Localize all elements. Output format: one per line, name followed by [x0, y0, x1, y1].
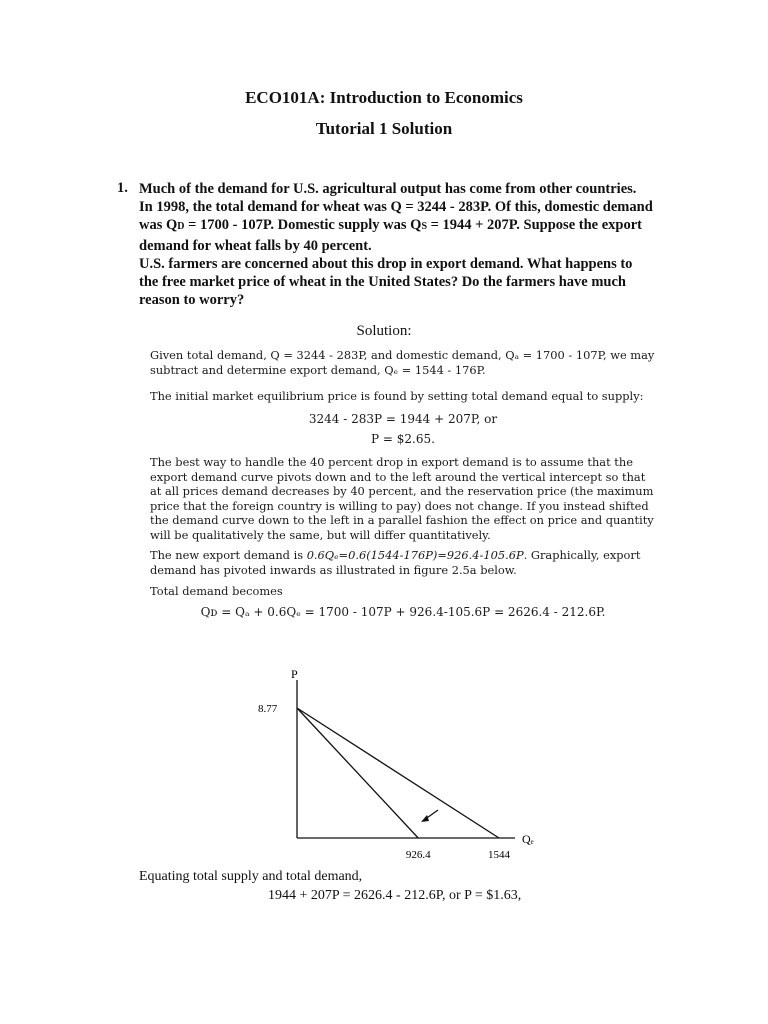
conclusion-line-1: Equating total supply and total demand,	[139, 869, 363, 884]
y-tick-label: 8.77	[258, 703, 278, 715]
conclusion-line-2: 1944 + 207P = 2626.4 - 212.6P, or P = $1.63,	[268, 888, 522, 903]
question-line: the free market price of wheat in the United States? Do the farmers have much	[139, 274, 626, 291]
question-line: demand for wheat falls by 40 percent.	[139, 237, 372, 254]
question-line: U.S. farmers are concerned about this drop in export demand. What happens to	[139, 255, 633, 272]
equation-equilibrium: 3244 - 283P = 1944 + 207P, or	[308, 412, 498, 426]
page-subtitle: Tutorial 1 Solution	[315, 119, 453, 138]
pivot-arrow	[421, 810, 438, 822]
new-export-demand-line	[297, 708, 418, 838]
solution-paragraph-3: The best way to handle the 40 percent drop in export demand is to assume that the export demand curve pivots down and to the left around the vertical intercept so that at all prices demand decreases by 40 percent, and the reservation price (the maximum price that the foreign country is willing to pay) does not change. If you instead shifted the demand curve down to the left in a parallel fashion the effect on price and quantity will be qualitatively the same, but will differ quantitatively.	[150, 455, 654, 542]
equation-total-demand: Qᴅ = Qₐ + 0.6Qₑ = 1700 - 107P + 926.4-105.6P = 2626.4 - 212.6P.	[200, 605, 606, 619]
export-demand-figure	[230, 660, 560, 865]
x-axis-label: Qₑ	[522, 832, 534, 846]
equation-price: P = $2.65.	[371, 432, 435, 446]
question-line: reason to worry?	[139, 292, 245, 309]
question-line: Much of the demand for U.S. agricultural output has come from other countries.	[139, 181, 637, 197]
question-number: 1.	[117, 180, 128, 196]
solution-paragraph-1: Given total demand, Q = 3244 - 283P, and domestic demand, Qₐ = 1700 - 107P, we may subtract and determine export demand, Qₑ = 1544 - 176P.	[150, 348, 655, 377]
x-tick-label: 1544	[488, 849, 510, 861]
solution-heading: Solution:	[356, 323, 412, 339]
original-export-demand-line	[297, 708, 499, 838]
solution-paragraph-2: The initial market equilibrium price is found by setting total demand equal to supply:	[150, 389, 644, 403]
question-line: In 1998, the total demand for wheat was Q = 3244 - 283P. Of this, domestic demand	[139, 199, 653, 216]
question-line: was QD = 1700 - 107P. Domestic supply was QS = 1944 + 207P. Suppose the export	[139, 217, 642, 234]
question-text	[139, 180, 679, 309]
y-axis-label: P	[291, 667, 298, 681]
course-title: ECO101A: Introduction to Economics	[245, 88, 523, 107]
x-tick-label: 926.4	[405, 849, 431, 861]
solution-paragraph-4: The new export demand is 0.6Qₑ=0.6(1544-176P)=926.4-105.6P. Graphically, export demand has pivoted inwards as illustrated in figure 2.5a below.	[150, 548, 641, 577]
solution-paragraph-5: Total demand becomes	[150, 584, 283, 598]
